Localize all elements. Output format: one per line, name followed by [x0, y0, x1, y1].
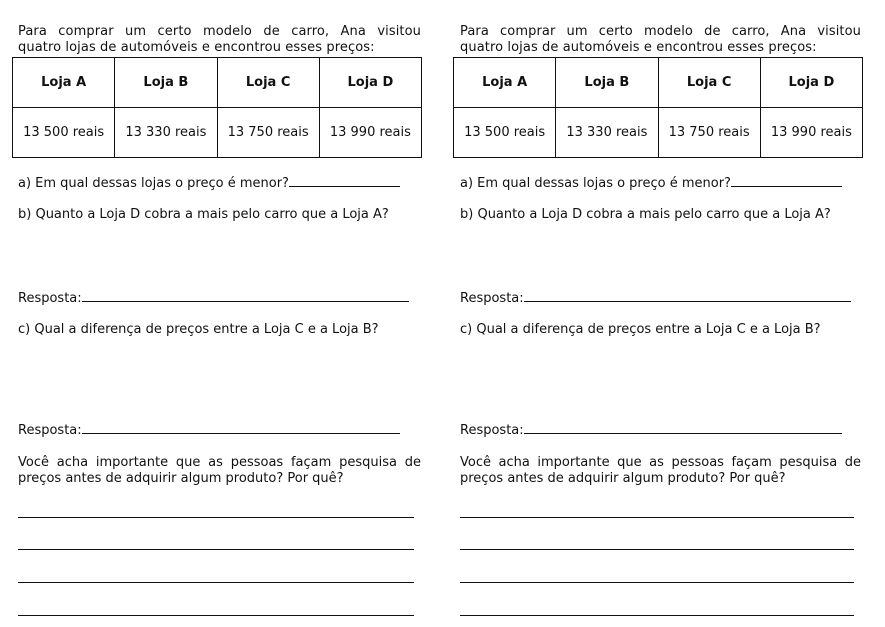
answer-b-label: Resposta:	[18, 291, 82, 306]
answer-c	[18, 421, 400, 438]
intro-line-2: quatro lojas de automóveis e encontrou esses preços:	[18, 40, 375, 55]
question-a-text: a) Em qual dessas lojas o preço é menor?	[460, 176, 731, 191]
table-header-row	[454, 58, 863, 108]
question-c: c) Qual a diferença de preços entre a Loja C e a Loja B?	[18, 322, 379, 337]
question-c: c) Qual a diferença de preços entre a Loja C e a Loja B?	[460, 322, 821, 337]
answer-c	[460, 421, 842, 438]
question-a-text: a) Em qual dessas lojas o preço é menor?	[18, 176, 289, 191]
writing-line[interactable]	[18, 517, 414, 518]
answer-c-label: Resposta:	[18, 423, 82, 438]
writing-line[interactable]	[18, 549, 414, 550]
price-loja-b: 13 330 reais	[115, 108, 217, 158]
price-loja-c: 13 750 reais	[217, 108, 319, 158]
header-loja-b: Loja B	[556, 58, 658, 108]
intro-line-2: quatro lojas de automóveis e encontrou esses preços:	[460, 40, 817, 55]
intro-line-1: Para comprar um certo modelo de carro, Ana visitou	[18, 24, 421, 39]
final-question-line-1: Você acha importante que as pessoas façam pesquisa de	[18, 455, 421, 470]
table-price-row	[13, 108, 422, 158]
price-loja-d: 13 990 reais	[760, 108, 862, 158]
final-question-line-1: Você acha importante que as pessoas façam pesquisa de	[460, 455, 861, 470]
header-loja-a: Loja A	[454, 58, 556, 108]
price-loja-a: 13 500 reais	[13, 108, 115, 158]
price-loja-c: 13 750 reais	[658, 108, 760, 158]
header-loja-d: Loja D	[319, 58, 421, 108]
price-loja-a: 13 500 reais	[454, 108, 556, 158]
price-table	[12, 57, 422, 158]
worksheet-copy-left	[18, 0, 421, 627]
answer-b	[460, 289, 851, 306]
answer-blank-a[interactable]	[731, 174, 842, 187]
intro-text	[18, 24, 421, 56]
answer-blank-c[interactable]	[82, 421, 400, 434]
header-loja-d: Loja D	[760, 58, 862, 108]
price-loja-b: 13 330 reais	[556, 108, 658, 158]
answer-b	[18, 289, 409, 306]
answer-blank-b[interactable]	[82, 289, 409, 302]
answer-c-label: Resposta:	[460, 423, 524, 438]
price-table	[453, 57, 863, 158]
header-loja-c: Loja C	[658, 58, 760, 108]
question-b: b) Quanto a Loja D cobra a mais pelo carro que a Loja A?	[18, 207, 389, 222]
header-loja-c: Loja C	[217, 58, 319, 108]
final-question-line-2: preços antes de adquirir algum produto? Por quê?	[18, 471, 344, 486]
final-question	[18, 455, 421, 487]
price-loja-d: 13 990 reais	[319, 108, 421, 158]
answer-blank-b[interactable]	[524, 289, 851, 302]
answer-b-label: Resposta:	[460, 291, 524, 306]
writing-line[interactable]	[18, 582, 414, 583]
question-b: b) Quanto a Loja D cobra a mais pelo carro que a Loja A?	[460, 207, 831, 222]
writing-line[interactable]	[460, 582, 854, 583]
header-loja-b: Loja B	[115, 58, 217, 108]
writing-line[interactable]	[460, 517, 854, 518]
table-price-row	[454, 108, 863, 158]
final-question-line-2: preços antes de adquirir algum produto? Por quê?	[460, 471, 786, 486]
writing-line[interactable]	[460, 549, 854, 550]
table-header-row	[13, 58, 422, 108]
answer-blank-c[interactable]	[524, 421, 842, 434]
final-question	[460, 455, 861, 487]
question-a	[18, 174, 400, 191]
writing-line[interactable]	[460, 615, 854, 616]
header-loja-a: Loja A	[13, 58, 115, 108]
worksheet-copy-right	[460, 0, 861, 627]
writing-line[interactable]	[18, 615, 414, 616]
question-a	[460, 174, 842, 191]
intro-text	[460, 24, 861, 56]
answer-blank-a[interactable]	[289, 174, 400, 187]
intro-line-1: Para comprar um certo modelo de carro, Ana visitou	[460, 24, 861, 39]
